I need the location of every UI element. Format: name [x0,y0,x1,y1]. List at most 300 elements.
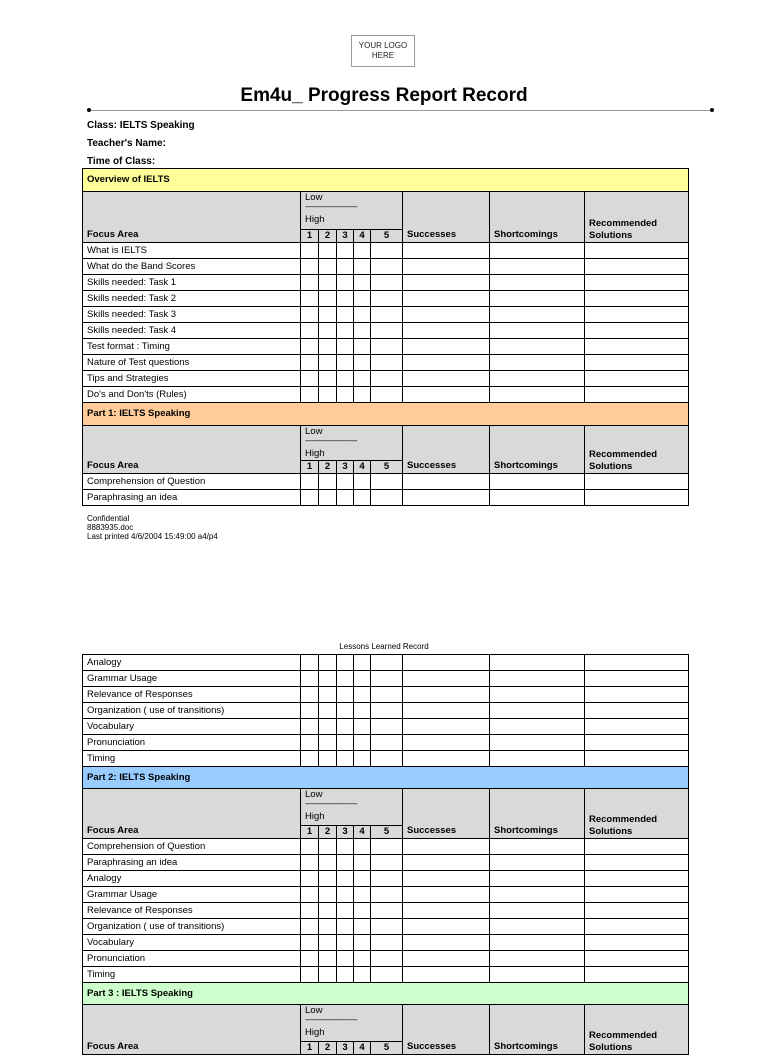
focus-area-item: Do's and Don'ts (Rules) [83,387,301,403]
shortcomings-cell [490,490,585,506]
table-row [83,259,689,275]
table-row [83,655,689,671]
table-row [83,243,689,259]
rating-cell-5 [371,490,403,506]
table-row [83,855,689,871]
table-row [83,735,689,751]
rating-cell-3 [337,474,354,490]
focus-area-item: Analogy [83,871,301,887]
table-row [83,474,689,490]
rating-number-5: 5 [371,826,403,839]
rating-cell-3 [337,307,354,323]
rating-cell-5 [371,307,403,323]
rating-scale-header [301,426,403,461]
focus-area-item: Comprehension of Question [83,474,301,490]
focus-area-item: Tips and Strategies [83,371,301,387]
table-row [83,887,689,903]
rating-number-1: 1 [301,1042,319,1055]
shortcomings-cell [490,371,585,387]
focus-area-item: Skills needed: Task 4 [83,323,301,339]
solutions-label: Solutions [589,1042,633,1053]
shortcomings-cell [490,951,585,967]
rating-cell-4 [354,887,371,903]
rating-scale-header [301,1005,403,1042]
rating-scale-header [301,789,403,826]
solutions-cell [585,951,689,967]
table-row [83,919,689,935]
successes-cell [403,687,490,703]
rating-cell-4 [354,855,371,871]
rating-cell-3 [337,687,354,703]
rating-number-4: 4 [354,230,371,243]
rating-cell-3 [337,735,354,751]
focus-area-item: Timing [83,751,301,767]
successes-cell [403,951,490,967]
shortcomings-cell [490,259,585,275]
table-row [83,967,689,983]
shortcomings-cell [490,323,585,339]
rating-cell-2 [319,687,337,703]
footer-printed: Last printed 4/6/2004 15:49:00 a4/p4 [87,532,218,541]
rating-cell-5 [371,387,403,403]
successes-cell [403,490,490,506]
document-title: Em4u_ Progress Report Record [240,85,528,106]
rating-cell-3 [337,871,354,887]
rating-cell-2 [319,474,337,490]
logo-line-2: HERE [371,51,395,60]
rating-cell-2 [319,387,337,403]
focus-area-item: Relevance of Responses [83,687,301,703]
solutions-cell [585,387,689,403]
successes-cell [403,751,490,767]
rating-cell-4 [354,951,371,967]
shortcomings-cell [490,935,585,951]
section-title: Part 2: IELTS Speaking [83,767,689,789]
shortcomings-cell [490,887,585,903]
rating-cell-2 [319,935,337,951]
rating-cell-5 [371,951,403,967]
rating-cell-1 [301,474,319,490]
rating-cell-5 [371,474,403,490]
rating-cell-3 [337,387,354,403]
recommended-label: Recommended [589,1030,658,1041]
rating-cell-1 [301,887,319,903]
successes-cell [403,935,490,951]
rating-cell-2 [319,355,337,371]
shortcomings-cell [490,839,585,855]
rating-number-3: 3 [337,461,354,474]
shortcomings-header: Shortcomings [490,426,585,474]
rating-cell-5 [371,259,403,275]
solutions-cell [585,687,689,703]
rating-cell-3 [337,855,354,871]
shortcomings-cell [490,703,585,719]
rating-cell-1 [301,655,319,671]
successes-cell [403,474,490,490]
successes-cell [403,259,490,275]
scale-high: High [305,1027,325,1038]
successes-header: Successes [403,192,490,243]
scale-high: High [305,448,325,459]
rating-cell-1 [301,355,319,371]
rating-scale-header [301,192,403,230]
successes-cell [403,703,490,719]
rating-cell-1 [301,671,319,687]
shortcomings-cell [490,855,585,871]
rating-number-1: 1 [301,826,319,839]
focus-area-item: Nature of Test questions [83,355,301,371]
page-footer [87,514,218,541]
rating-cell-5 [371,323,403,339]
focus-area-item: Grammar Usage [83,887,301,903]
rating-cell-4 [354,871,371,887]
scale-separator: ------------------------ [305,799,357,808]
focus-area-item: Vocabulary [83,719,301,735]
rating-cell-1 [301,871,319,887]
shortcomings-cell [490,307,585,323]
recommended-label: Recommended [589,218,658,229]
title-rule [89,110,713,111]
shortcomings-cell [490,871,585,887]
shortcomings-header: Shortcomings [490,1005,585,1055]
rating-cell-4 [354,474,371,490]
table-row [83,951,689,967]
rating-cell-2 [319,339,337,355]
solutions-cell [585,275,689,291]
shortcomings-cell [490,687,585,703]
scale-low: Low [305,789,323,800]
recommended-label: Recommended [589,814,658,825]
shortcomings-cell [490,291,585,307]
shortcomings-cell [490,243,585,259]
rating-cell-3 [337,887,354,903]
rating-cell-5 [371,839,403,855]
rating-number-2: 2 [319,461,337,474]
solutions-cell [585,307,689,323]
successes-header: Successes [403,789,490,839]
focus-area-item: Comprehension of Question [83,839,301,855]
rating-cell-4 [354,919,371,935]
rating-cell-3 [337,243,354,259]
rating-cell-4 [354,751,371,767]
solutions-cell [585,339,689,355]
focus-area-item: Timing [83,967,301,983]
focus-area-item: Skills needed: Task 2 [83,291,301,307]
rating-cell-3 [337,355,354,371]
rating-cell-1 [301,967,319,983]
rating-cell-2 [319,887,337,903]
rating-cell-1 [301,919,319,935]
rating-cell-1 [301,687,319,703]
focus-area-item: Vocabulary [83,935,301,951]
shortcomings-cell [490,387,585,403]
shortcomings-cell [490,735,585,751]
teacher-label: Teacher's Name: [87,138,166,149]
shortcomings-cell [490,967,585,983]
table-row [83,490,689,506]
recommended-label: Recommended [589,449,658,460]
solutions-cell [585,703,689,719]
rating-cell-1 [301,490,319,506]
successes-cell [403,387,490,403]
rating-cell-4 [354,490,371,506]
shortcomings-cell [490,919,585,935]
focus-area-item: Skills needed: Task 3 [83,307,301,323]
rating-cell-2 [319,751,337,767]
rating-cell-3 [337,919,354,935]
rating-cell-3 [337,967,354,983]
footer-confidential: Confidential [87,514,130,523]
scale-separator: ------------------------ [305,1015,357,1024]
rating-cell-2 [319,703,337,719]
focus-area-item: Pronunciation [83,951,301,967]
solutions-cell [585,903,689,919]
scale-high: High [305,214,325,225]
rating-cell-1 [301,243,319,259]
rating-number-4: 4 [354,461,371,474]
section-part-2 [83,767,689,789]
table-row [83,355,689,371]
successes-cell [403,291,490,307]
focus-area-item: Test format : Timing [83,339,301,355]
shortcomings-cell [490,474,585,490]
successes-cell [403,903,490,919]
page-2-header: Lessons Learned Record [339,642,429,651]
solutions-cell [585,839,689,855]
successes-cell [403,323,490,339]
time-label: Time of Class: [87,156,156,167]
rating-cell-1 [301,387,319,403]
shortcomings-cell [490,719,585,735]
rating-cell-3 [337,291,354,307]
rating-cell-5 [371,903,403,919]
rating-cell-3 [337,703,354,719]
rating-cell-4 [354,735,371,751]
table-row [83,703,689,719]
rule-dot-right [710,108,714,112]
focus-area-item: Paraphrasing an idea [83,855,301,871]
rating-cell-3 [337,719,354,735]
rating-cell-1 [301,371,319,387]
rating-number-3: 3 [337,1042,354,1055]
rating-cell-3 [337,839,354,855]
solutions-cell [585,490,689,506]
solutions-label: Solutions [589,461,633,472]
successes-cell [403,243,490,259]
rating-cell-5 [371,935,403,951]
focus-area-item: Relevance of Responses [83,903,301,919]
focus-area-item: What is IELTS [83,243,301,259]
logo-line-1: YOUR LOGO [358,41,408,50]
rating-cell-4 [354,719,371,735]
table-row [83,275,689,291]
rating-number-2: 2 [319,230,337,243]
scale-low: Low [305,192,323,203]
rating-cell-3 [337,259,354,275]
solutions-label: Solutions [589,826,633,837]
rating-cell-4 [354,275,371,291]
successes-cell [403,355,490,371]
rating-cell-1 [301,259,319,275]
rating-number-1: 1 [301,461,319,474]
rating-number-5: 5 [371,230,403,243]
rating-cell-5 [371,703,403,719]
shortcomings-cell [490,751,585,767]
solutions-cell [585,655,689,671]
rating-cell-5 [371,291,403,307]
successes-cell [403,871,490,887]
rating-cell-3 [337,339,354,355]
rating-cell-3 [337,323,354,339]
rating-cell-3 [337,935,354,951]
rating-cell-2 [319,671,337,687]
rating-cell-1 [301,703,319,719]
rating-cell-1 [301,291,319,307]
rating-cell-1 [301,323,319,339]
rating-cell-4 [354,243,371,259]
rating-cell-5 [371,243,403,259]
rating-cell-5 [371,371,403,387]
rating-cell-4 [354,671,371,687]
rating-cell-2 [319,655,337,671]
column-header-row [83,1005,689,1042]
rating-cell-4 [354,839,371,855]
focus-area-header: Focus Area [83,192,301,243]
table-row [83,671,689,687]
successes-cell [403,339,490,355]
footer-filename: 8883935.doc [87,523,134,532]
class-label: Class: IELTS Speaking [87,120,195,131]
successes-cell [403,371,490,387]
rating-cell-2 [319,871,337,887]
rating-cell-4 [354,387,371,403]
section-part-1 [83,403,689,426]
focus-area-item: Grammar Usage [83,671,301,687]
rating-number-5: 5 [371,461,403,474]
rating-number-1: 1 [301,230,319,243]
table-row [83,687,689,703]
solutions-cell [585,371,689,387]
progress-table-page-2 [82,654,689,1055]
shortcomings-cell [490,355,585,371]
table-row [83,339,689,355]
rating-cell-4 [354,935,371,951]
rating-cell-2 [319,855,337,871]
table-row [83,719,689,735]
scale-high: High [305,811,325,822]
rating-cell-4 [354,655,371,671]
rating-cell-1 [301,951,319,967]
focus-area-item: Skills needed: Task 1 [83,275,301,291]
rating-cell-1 [301,339,319,355]
solutions-cell [585,719,689,735]
focus-area-item: Paraphrasing an idea [83,490,301,506]
column-header-row [83,192,689,230]
recommended-solutions-header [585,789,689,839]
table-row [83,839,689,855]
rating-cell-3 [337,751,354,767]
rating-cell-3 [337,490,354,506]
rating-cell-2 [319,919,337,935]
rating-cell-4 [354,339,371,355]
rating-cell-4 [354,323,371,339]
successes-cell [403,671,490,687]
rating-cell-2 [319,259,337,275]
successes-cell [403,839,490,855]
focus-area-header: Focus Area [83,426,301,474]
table-row [83,871,689,887]
rating-cell-4 [354,307,371,323]
solutions-cell [585,855,689,871]
solutions-label: Solutions [589,230,633,241]
section-title: Overview of IELTS [83,169,689,192]
solutions-cell [585,887,689,903]
shortcomings-cell [490,671,585,687]
rating-cell-1 [301,735,319,751]
shortcomings-cell [490,275,585,291]
solutions-cell [585,474,689,490]
rating-cell-3 [337,655,354,671]
rating-number-3: 3 [337,826,354,839]
section-title: Part 3 : IELTS Speaking [83,983,689,1005]
successes-cell [403,887,490,903]
rating-cell-2 [319,951,337,967]
rating-cell-4 [354,355,371,371]
shortcomings-cell [490,903,585,919]
logo-placeholder [351,35,415,67]
scale-separator: ------------------------ [305,202,357,211]
table-row [83,307,689,323]
column-header-row [83,426,689,461]
scale-low: Low [305,426,323,437]
focus-area-item: Organization ( use of transitions) [83,703,301,719]
successes-cell [403,655,490,671]
successes-header: Successes [403,426,490,474]
rating-cell-1 [301,935,319,951]
rating-number-3: 3 [337,230,354,243]
solutions-cell [585,751,689,767]
table-row [83,323,689,339]
recommended-solutions-header [585,1005,689,1055]
rating-cell-5 [371,919,403,935]
focus-area-item: Analogy [83,655,301,671]
rating-number-2: 2 [319,1042,337,1055]
successes-cell [403,719,490,735]
rating-cell-2 [319,967,337,983]
solutions-cell [585,355,689,371]
table-row [83,903,689,919]
rating-cell-1 [301,855,319,871]
rating-number-2: 2 [319,826,337,839]
successes-cell [403,735,490,751]
rating-cell-5 [371,655,403,671]
solutions-cell [585,259,689,275]
rating-cell-5 [371,967,403,983]
rating-cell-4 [354,967,371,983]
scale-separator: ------------------------ [305,436,357,445]
rating-cell-5 [371,671,403,687]
rating-cell-3 [337,275,354,291]
successes-cell [403,307,490,323]
rating-cell-2 [319,719,337,735]
solutions-cell [585,291,689,307]
shortcomings-cell [490,655,585,671]
focus-area-item: What do the Band Scores [83,259,301,275]
successes-cell [403,275,490,291]
rating-number-5: 5 [371,1042,403,1055]
rating-cell-4 [354,291,371,307]
rating-cell-2 [319,371,337,387]
